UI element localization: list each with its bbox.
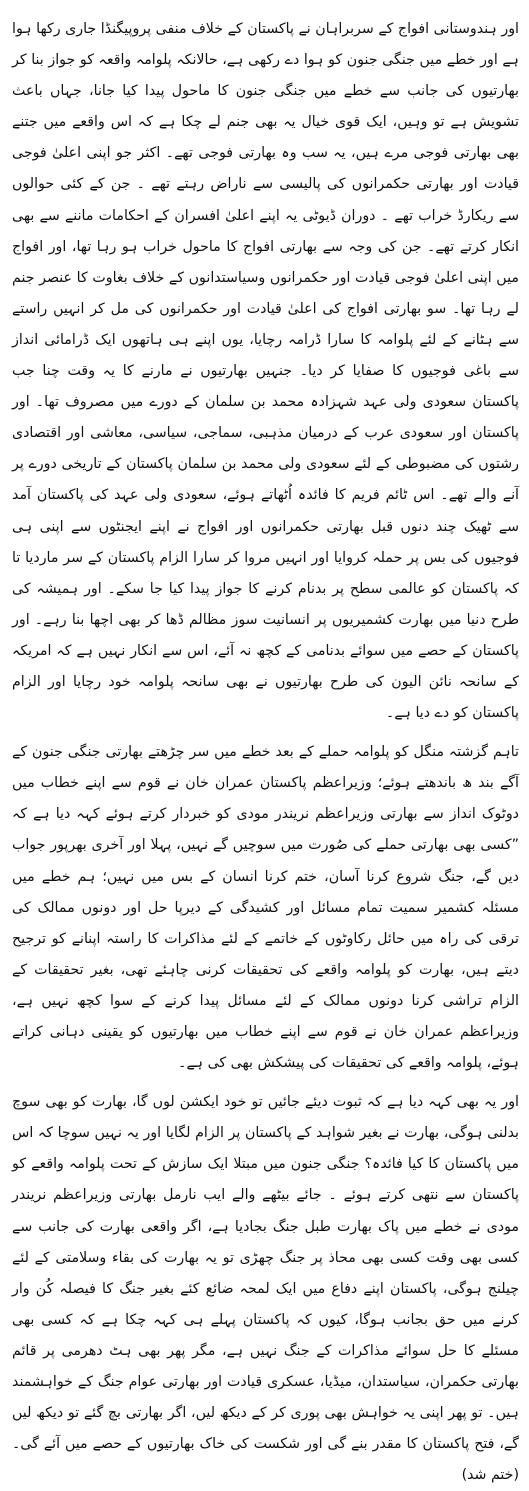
article-paragraph: اور یہ بھی کہہ دیا ہے کہ ثبوت دیئے جائیں تو خود ایکشن لوں گا، بھارت کو بھی سوچ بدلنی ہوگی، بھارت نے بغیر شواہد کے پاکستان پر الزام لگایا اور یہ نہیں سوچا کہ اس میں پاکستان کا کیا فائدہ؟ جنگی جنون میں مبتلا ایک سازش کے تحت پلوامہ واقعے کو پاکستان سے نتھی کرتے ہوئے ۔ جائے بیٹھے والے ایب نارمل بھارتی وزیراعظم نریندر مودی نے خطے میں پاک بھارت طبل جنگ بجادیا ہے، اگر واقعی بھارت کی جانب سے کسی بھی وقت کسی بھی محاذ پر جنگ چھڑی تو یہ بھارت کی بقاء وسلامتی کے لئے چیلنج ہوگی، پاکستان اپنے دفاع میں ایک لمحہ ضائع کئے بغیر جنگ کا فیصلہ کُن وار کرنے میں حق بجانب ہوگا، کیوں کہ پاکستان پہلے ہی کہہ چکا ہے کہ کسی بھی مسئلے کا حل سوائے مذاکرات کے جنگ نہیں ہے، مگر پھر بھی ہٹ دھرمی پر قائم بھارتی حکمران، سیاستدان، میڈیا، عسکری قیادت اور بھارتی عوام جنگ کے خواہشمند ہیں۔ تو پھر اپنی یہ خواہش بھی پوری کر کے دیکھ لیں، اگر بھارتی بچ گئے تو دیکھ لیں گے، فتح پاکستان کا مقدر بنے گی اور شکست کی خاک بھارتیوں کے حصے میں آئے گی۔ (ختم شد) <box>12 1094 519 1484</box>
article-paragraph: اور ہندوستانی افواج کے سربراہان نے پاکستان کے خلاف منفی پروپیگنڈا جاری رکھا ہوا ہے اور خطے میں جنگی جنون کو ہوا دے رکھی ہے، حالانکہ پلوامہ واقعہ کو جواز بنا کر بھارتیوں کی جانب سے خطے میں جنگی جنون کا ماحول پیدا کیا جانا، جہاں باعث تشویش ہے تو وہیں، ایک قوی خیال یہ بھی جنم لے چکا ہے کہ اس واقعے میں جتنے بھی بھارتی فوجی مرے ہیں، یہ سب وہ بھارتی فوجی تھے۔ اکثر جو اپنی اعلیٰ فوجی قیادت اور بھارتی حکمرانوں کی پالیسی سے ناراض رہتے تھے ۔ جن کے کئی حوالوں سے ریکارڈ خراب تھے ۔ دوران ڈیوٹی یہ اپنے اعلیٰ افسران کے احکامات ماننے سے بھی انکار کرتے تھے۔ جن کی وجہ سے بھارتی افواج کا ماحول خراب ہو رہا تھا، اور افواج میں اپنی اعلیٰ فوجی قیادت اور حکمرانوں وسیاستدانوں کے خلاف بغاوت کا عنصر جنم لے رہا تھا۔ سو بھارتی افواج کی اعلیٰ قیادت اور حکمرانوں کی مل کر انہیں راستے سے ہٹانے کے لئے پلوامہ کا سارا ڈرامہ رچایا، یوں اپنے ہی ہاتھوں ایک ڈرامائی انداز سے باغی فوجیوں کا صفایا کر دیا۔ جنہیں بھارتیوں نے مارنے کا یہ وقت چنا جب پاکستان سعودی ولی عہد شہزادہ محمد بن سلمان کے دورے میں مصروف تھا۔ اور پاکستان اور سعودی عرب کے درمیان مذہبی، سماجی، سیاسی، معاشی اور اقتصادی رشتوں کی مضبوطی کے لئے سعودی ولی محمد بن سلمان پاکستان کے تاریخی دورے پر آنے والے تھے۔ اس ٹائم فریم کا فائدہ اُٹھاتے ہوئے، سعودی ولی عہد کی پاکستان آمد سے ٹھیک چند دنوں قبل بھارتی حکمرانوں اور افواج نے اپنے ایجنٹوں سے اپنی ہی فوجیوں کی بس پر حملہ کروایا اور انہیں مروا کر سارا الزام پاکستان کے سر ماردیا تا کہ پاکستان کو عالمی سطح پر بدنام کرنے کا جواز پیدا کیا جا سکے۔ اور ہمیشہ کی طرح دنیا میں بھارت کشمیریوں پر انسانیت سوز مظالم ڈھا کر بھی اچھا بنا رہے۔ اور پاکستان کے حصے میں سوائے بدنامی کے کچھ نہ آئے، اس سے انکار نہیں ہے کہ امریکہ کے سانحہ نائن الیون کی طرح بھارتیوں نے بھی سانحہ پلوامہ خود رچایا اور الزام پاکستان کو دے دیا ہے۔ <box>12 21 519 722</box>
article-paragraph: تاہم گزشتہ منگل کو پلوامہ حملے کے بعد خطے میں سر چڑھتے بھارتی جنگی جنون کے آگے بند ھ باندھتے ہوئے؛ وزیراعظم پاکستان عمران خان نے قوم سے اپنے خطاب میں دوٹوک انداز سے بھارتی وزیراعظم نریندر مودی کو خبردار کرتے ہوئے کہہ دیا ہے کہ ”کسی بھی بھارتی حملے کی صُورت میں سوچیں گے نہیں، پہلا اور آخری بھرپور جواب دیں گے، جنگ شروع کرنا آسان، ختم کرنا انسان کے بس میں نہیں؛ ہم خطے میں مسئلہ کشمیر سمیت تمام مسائل اور کشیدگی کے دیرپا حل اور دونوں ممالک کی ترقی کی راہ میں حائل رکاوٹوں کے خاتمے کے لئے مذاکرات کا راستہ اپنانے کو ترجیح دیتے ہیں، بھارت کو پلوامہ واقعے کی تحقیقات کرنی چاہئے تھی، بغیر تحقیقات کے الزام تراشی کرنا دونوں ممالک کے لئے مسائل پیدا کرنے کے سوا کچھ نہیں ہے، وزیراعظم عمران خان نے قوم سے اپنے خطاب میں بھارتیوں کو یقینی دہانی کراتے ہوئے، پلوامہ واقعے کی تحقیقات کی پیشکش بھی کی ہے۔ <box>12 744 519 1072</box>
